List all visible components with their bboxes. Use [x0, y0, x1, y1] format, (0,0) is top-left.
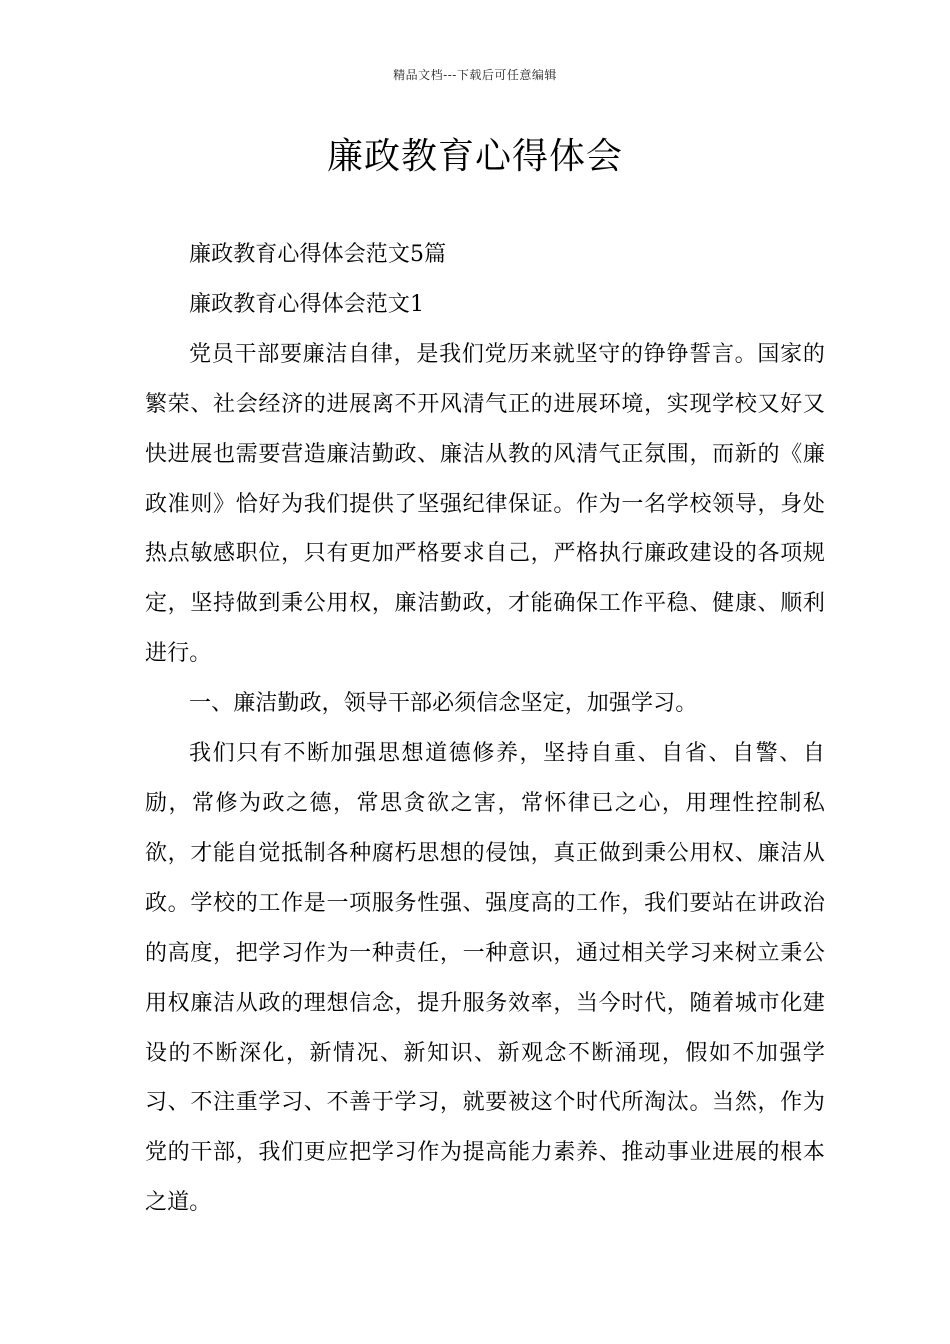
- paragraph-body: 我们只有不断加强思想道德修养，坚持自重、自省、自警、自励，常修为政之德，常思贪欲之害，常怀律已之心，用理性控制私欲，才能自觉抵制各种腐朽思想的侵蚀，真正做到秉公用权、廉洁从政。学校的工作是一项服务性强、强度高的工作，我们要站在讲政治的高度，把学习作为一种责任，一种意识，通过相关学习来树立秉公用权廉洁从政的理想信念，提升服务效率，当今时代，随着城市化建设的不断深化，新情况、新知识、新观念不断涌现，假如不加强学习、不注重学习、不善于学习，就要被这个时代所淘汰。当然，作为党的干部，我们更应把学习作为提高能力素养、推动事业进展的根本之道。: [145, 741, 825, 1216]
- paragraph-body: 党员干部要廉洁自律，是我们党历来就坚守的铮铮誓言。国家的繁荣、社会经济的进展离不开风清气正的进展环境，实现学校又好又快进展也需要营造廉洁勤政、廉洁从教的风清气正氛围，而新的《廉政准则》恰好为我们提供了坚强纪律保证。作为一名学校领导，身处热点敏感职位，只有更加严格要求自己，严格执行廉政建设的各项规定，坚持做到秉公用权，廉洁勤政，才能确保工作平稳、健康、顺利进行。: [145, 341, 825, 667]
- header-note: 精品文档---下载后可任意编辑: [393, 68, 557, 82]
- paragraph-heading-one: 一、廉洁勤政，领导干部必须信念坚定，加强学习。: [189, 691, 698, 717]
- paragraph-subtitle: 廉政教育心得体会范文5篇: [189, 242, 447, 267]
- page-title: 廉政教育心得体会: [326, 136, 623, 177]
- paragraph-section-heading: 廉政教育心得体会范文1: [189, 291, 425, 317]
- document-body: [145, 230, 825, 1228]
